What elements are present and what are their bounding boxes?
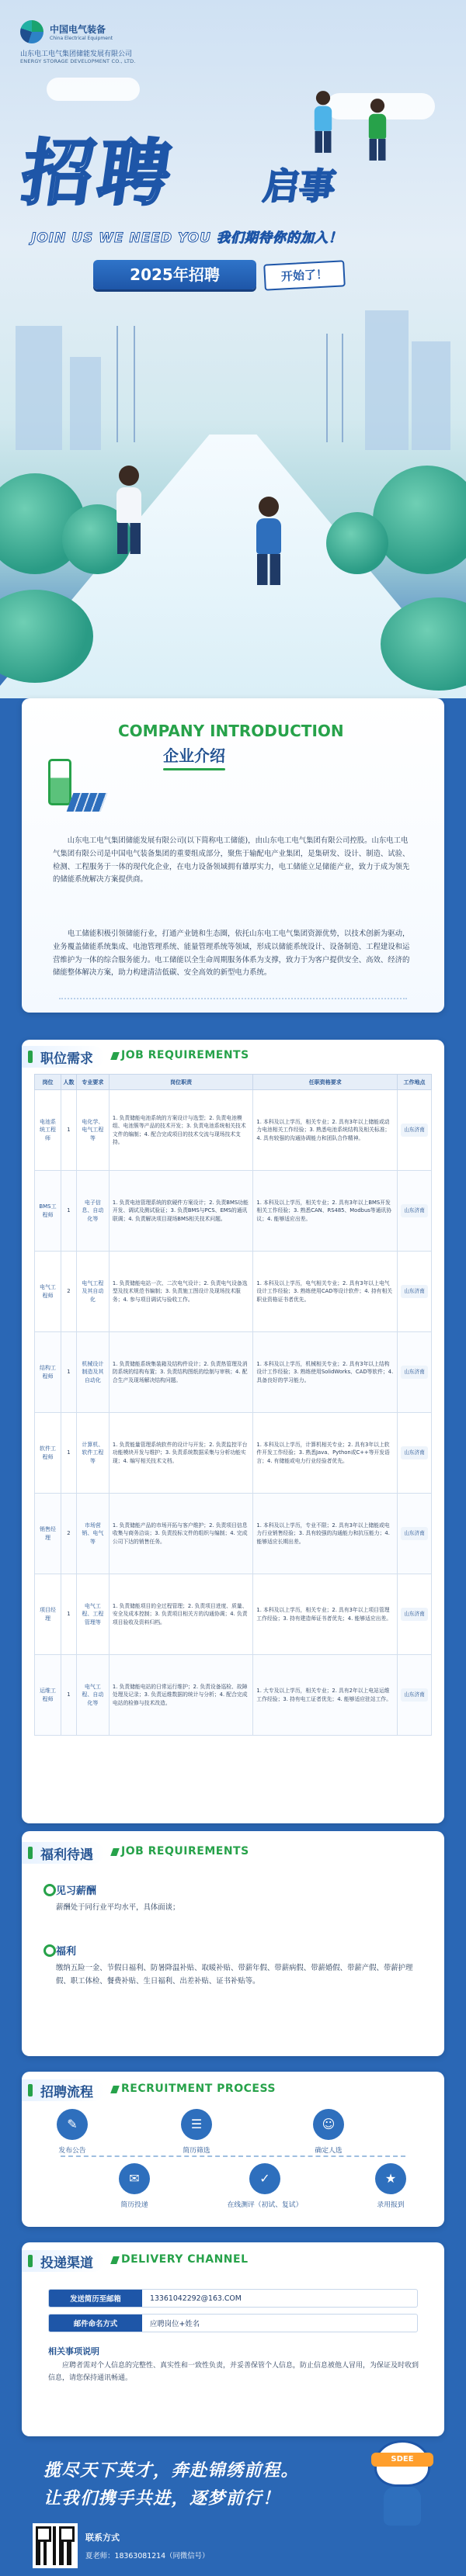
job-duties: 1. 负责能量管理系统软件的设计与开发；2. 负责监控平台功能模块开发与维护；3. 负责系统数据采集与分析功能实现；4. 编写相关技术文档。 — [109, 1413, 253, 1494]
section-title-cn: 福利待遇 — [40, 1847, 93, 1863]
section-heading — [22, 2250, 444, 2275]
job-major: 电气工程及其自动化 — [76, 1252, 109, 1332]
table-header-row — [35, 1075, 432, 1090]
divider — [59, 998, 407, 999]
location-badge: 山东济南 — [401, 1608, 427, 1621]
job-major: 市场营销、电气等 — [76, 1494, 109, 1574]
process-step — [169, 2109, 224, 2155]
step-label: 录用报到 — [377, 2201, 405, 2209]
email-address-link[interactable]: 13361042292@163.COM — [150, 2294, 242, 2303]
section-title-cn: 招聘流程 — [40, 2084, 93, 2100]
job-requirements: 1. 本科及以上学历，专业不限；2. 具有3年以上储能或电力行业销售经验；3. 具有较强的沟通能力和抗压能力；4. 能够适应长期出差。 — [253, 1494, 398, 1574]
job-title: 软件工程师 — [35, 1413, 61, 1494]
job-location — [398, 1252, 432, 1332]
location-badge: 山东济南 — [401, 1366, 427, 1379]
solar-panel-icon — [67, 793, 108, 812]
process-step — [363, 2163, 418, 2209]
contact-title: 联系方式 — [85, 2533, 120, 2543]
logo-cn: 中国电气装备 — [50, 24, 106, 35]
location-badge: 山东济南 — [401, 1527, 427, 1540]
job-title: 结构工程师 — [35, 1332, 61, 1413]
job-location — [398, 1171, 432, 1252]
intro-title-en: COMPANY INTRODUCTION — [118, 722, 344, 740]
resume-icon: ✉ — [119, 2163, 150, 2194]
company-name-cn: 山东电工电气集团储能发展有限公司 — [20, 50, 133, 58]
qr-code[interactable] — [33, 2523, 78, 2568]
announcement-icon: ✎ — [57, 2109, 88, 2140]
job-duties: 1. 负责储能电站的日常运行维护；2. 负责设备巡检、故障处理及记录；3. 负责运维数据的统计与分析；4. 配合完成电站的检修与技术改造。 — [109, 1655, 253, 1736]
col-header: 岗位职责 — [109, 1075, 253, 1090]
company-logo — [20, 20, 113, 43]
intro-paragraph: 山东电工电气集团储能发展有限公司(以下简称电工储能)，由山东电工电气集团有限公司控股。山东电工电气集团有限公司是中国电气装备集团的重要组成部分，聚焦于输配电产业集团，是集研发、设计、制造、试验、检测、工程服务于一体的现代化企业，在电力设备领域拥有雄厚实力，电工储能立足储能产业，致力于成为领先的储能系统解决方案提供商。 — [53, 836, 410, 885]
job-location — [398, 1655, 432, 1736]
job-major: 电化学、电气工程等 — [76, 1090, 109, 1171]
subject-format: 应聘岗位+姓名 — [150, 2320, 200, 2328]
job-count: 1 — [61, 1090, 76, 1171]
welfare-title: 福利 — [56, 1943, 76, 1958]
job-table-body — [35, 1090, 432, 1736]
job-requirements: 1. 本科及以上学历，相关专业；2. 具有3年以上项目管理工作经验；3. 持有建造师证书者优先；4. 能够适应出差。 — [253, 1574, 398, 1655]
job-table — [34, 1074, 432, 1736]
job-count: 1 — [61, 1413, 76, 1494]
flow-connector — [61, 2155, 405, 2157]
job-requirements: 1. 本科及以上学历，计算机相关专业；2. 具有3年以上软件开发工作经验；3. 熟悉Java、Python或C++等开发语言；4. 有储能或电力行业经验者优先。 — [253, 1413, 398, 1494]
table-row — [35, 1171, 432, 1252]
section-title-cn: 职位需求 — [40, 1051, 93, 1067]
job-duties: 1. 负责储能项目的全过程管理；2. 负责项目进度、质量、安全及成本控制；3. 负责项目相关方的沟通协调；4. 负责项目验收及资料归档。 — [109, 1574, 253, 1655]
job-title: 项目经理 — [35, 1574, 61, 1655]
job-count: 2 — [61, 1494, 76, 1574]
table-row — [35, 1090, 432, 1171]
building-decoration — [412, 341, 450, 450]
delivery-channel-card — [22, 2242, 444, 2436]
notice-text: 应聘者需对个人信息的完整性、真实性和一致性负责，并妥善保管个人信息，防止信息被他人冒用，为保证及时收到信息，请您保持通讯畅通。 — [48, 2362, 419, 2382]
notice-title: 相关事项说明 — [48, 2346, 99, 2356]
building-decoration — [70, 357, 101, 450]
section-title-en: JOB REQUIREMENTS — [121, 1049, 249, 1061]
location-badge: 山东济南 — [401, 1285, 427, 1298]
step-label: 在线测评（初试、复试） — [227, 2201, 303, 2209]
salary-text: 薪酬处于同行业平均水平，具体面谈； — [56, 1903, 180, 1912]
mascot-illustration — [363, 2432, 441, 2533]
process-step — [107, 2163, 162, 2209]
subject-label: 邮件命名方式 — [49, 2315, 142, 2332]
handshake-icon: ★ — [375, 2163, 406, 2194]
process-step — [45, 2109, 99, 2155]
location-badge: 山东济南 — [401, 1688, 427, 1702]
filter-icon: ☰ — [181, 2109, 212, 2140]
job-title: 电气工程师 — [35, 1252, 61, 1332]
process-step — [222, 2163, 308, 2209]
location-badge: 山东济南 — [401, 1204, 427, 1217]
company-name-en: ENERGY STORAGE DEVELOPMENT CO., LTD. — [20, 58, 136, 64]
step-label: 发布公告 — [58, 2147, 86, 2155]
welfare-text: 缴纳五险一金、节假日福利、防暑降温补贴、取暖补贴、带薪年假、带薪病假、带薪婚假、带薪产假、带薪护理假、职工体检、餐费补贴、生日福利、出差补贴、证书补贴等。 — [56, 1964, 413, 1986]
section-title-en: RECRUITMENT PROCESS — [121, 2083, 276, 2095]
job-count: 1 — [61, 1332, 76, 1413]
step-label: 确定人选 — [315, 2147, 343, 2155]
job-requirements: 1. 本科及以上学历，相关专业；2. 具有3年以上BMS开发相关工作经验；3. 熟悉CAN、RS485、Modbus等通讯协议；4. 能够适应出差。 — [253, 1171, 398, 1252]
footer-slogan — [43, 2457, 299, 2513]
job-location — [398, 1090, 432, 1171]
job-title: 销售经理 — [35, 1494, 61, 1574]
job-title: BMS工程师 — [35, 1171, 61, 1252]
table-row — [35, 1494, 432, 1574]
job-requirements: 1. 本科及以上学历，电气相关专业；2. 具有3年以上电气设计工作经验；3. 熟练使用CAD等设计软件；4. 持有相关职业资格证书者优先。 — [253, 1252, 398, 1332]
job-major: 机械设计制造及其自动化 — [76, 1332, 109, 1413]
company-intro-card — [22, 698, 444, 1013]
location-badge: 山东济南 — [401, 1446, 427, 1459]
tree-decoration — [326, 512, 388, 574]
col-header: 工作地点 — [398, 1075, 432, 1090]
contact-phone[interactable]: 夏老师：18363081214（同微信号） — [85, 2552, 210, 2560]
job-major: 计算机、软件工程等 — [76, 1413, 109, 1494]
job-requirements: 1. 本科及以上学历，机械相关专业；2. 具有3年以上结构设计工作经验；3. 熟练使用SolidWorks、CAD等软件；4. 具备良好的学习能力。 — [253, 1332, 398, 1413]
job-location — [398, 1332, 432, 1413]
section-heading — [22, 1842, 444, 1867]
job-major: 电气工程、工程管理等 — [76, 1574, 109, 1655]
salary-title: 见习薪酬 — [56, 1882, 96, 1897]
col-header: 岗位 — [35, 1075, 61, 1090]
job-duties: 1. 负责储能电站一次、二次电气设计；2. 负责电气设备选型及技术规范书编制；3. 负责施工图设计及现场技术服务；4. 参与项目调试与验收工作。 — [109, 1252, 253, 1332]
tree-decoration — [373, 466, 466, 574]
runner-illustration — [315, 91, 332, 153]
building-decoration — [16, 326, 62, 450]
email-row — [48, 2289, 418, 2308]
job-location — [398, 1494, 432, 1574]
section-title-en: JOB REQUIREMENTS — [121, 1845, 249, 1858]
intro-title-cn: 企业介绍 — [163, 743, 225, 766]
col-header: 专业要求 — [76, 1075, 109, 1090]
step-label: 简历投递 — [120, 2201, 148, 2209]
job-major: 电子信息、自动化等 — [76, 1171, 109, 1252]
col-header: 人数 — [61, 1075, 76, 1090]
job-duties: 1. 负责储能产品的市场开拓与客户维护；2. 负责项目信息收集与商务洽谈；3. 负责投标文件的组织与编制；4. 完成公司下达的销售任务。 — [109, 1494, 253, 1574]
subject-row — [48, 2314, 418, 2332]
recruitment-process-card — [22, 2072, 444, 2227]
table-row — [35, 1332, 432, 1413]
slogan-line: 让我们携手共进，逐梦前行！ — [43, 2489, 281, 2508]
person-icon: ☺ — [313, 2109, 344, 2140]
recruitment-subtitle: 启事 — [260, 165, 339, 207]
battery-icon — [48, 759, 71, 805]
job-count: 2 — [61, 1252, 76, 1332]
job-duties: 1. 负责电池管理系统的软硬件方案设计；2. 负责BMS功能开发、调试及测试验证；3. 负责BMS与PCS、EMS的通讯联调；4. 负责解决项目现场BMS相关技术问题。 — [109, 1171, 253, 1252]
table-row — [35, 1574, 432, 1655]
table-row — [35, 1252, 432, 1332]
job-requirements: 1. 本科及以上学历，相关专业；2. 具有3年以上储能或动力电池相关工作经验；3. 熟悉电池系统结构及相关标准；4. 具有较强的沟通协调能力和团队合作精神。 — [253, 1090, 398, 1171]
col-header: 任职资格要求 — [253, 1075, 398, 1090]
runner-illustration — [369, 99, 386, 161]
job-count: 1 — [61, 1171, 76, 1252]
step-label: 简历筛选 — [183, 2147, 210, 2155]
hero-slogan: JOIN US WE NEED YOU 我们期待你的加入！ — [31, 230, 343, 246]
mascot-label: SDEE — [371, 2453, 433, 2467]
runner-illustration — [116, 466, 141, 554]
section-title-cn: 投递渠道 — [40, 2255, 93, 2271]
start-tag: 开始了！ — [263, 260, 346, 290]
table-row — [35, 1655, 432, 1736]
job-count: 1 — [61, 1574, 76, 1655]
cloud-decoration — [47, 78, 140, 101]
job-requirements-card — [22, 1040, 444, 1823]
job-duties: 1. 负责储能电池系统的方案设计与选型；2. 负责电池模组、电池簇等产品的技术开发；3. 负责电池系统相关技术文件的编制；4. 配合完成项目的技术交流与现场技术支持。 — [109, 1090, 253, 1171]
job-count: 1 — [61, 1655, 76, 1736]
section-heading — [22, 1046, 444, 1071]
hero-banner — [0, 0, 466, 698]
logo-icon — [20, 20, 43, 43]
runner-illustration — [256, 497, 281, 585]
logo-en: China Electrical Equipment — [50, 36, 113, 41]
section-heading — [22, 2079, 444, 2104]
section-title-en: DELIVERY CHANNEL — [121, 2253, 249, 2266]
test-icon: ✓ — [249, 2163, 280, 2194]
recruitment-title: 招聘 — [16, 132, 181, 215]
power-tower-icon — [326, 334, 343, 442]
table-row — [35, 1413, 432, 1494]
job-title: 电池系统工程师 — [35, 1090, 61, 1171]
job-location — [398, 1574, 432, 1655]
slogan-line: 揽尽天下英才，奔赴锦绣前程。 — [43, 2461, 300, 2481]
job-major: 电气工程、自动化等 — [76, 1655, 109, 1736]
process-flow — [45, 2109, 421, 2218]
benefits-card — [22, 1831, 444, 2056]
power-tower-icon — [116, 326, 135, 442]
year-badge: 2025年招聘 — [93, 260, 256, 289]
job-duties: 1. 负责储能系统集装箱及结构件设计；2. 负责热管理及消防系统的结构布置；3. 负责结构图纸的绘制与审核；4. 配合生产及现场解决结构问题。 — [109, 1332, 253, 1413]
job-location — [398, 1413, 432, 1494]
energy-storage-illustration — [42, 753, 104, 822]
intro-paragraph: 电工储能积极引领储能行业，打通产业链和生态圈，依托山东电工电气集团资源优势，以技术创新为驱动，业务覆盖储能系统集成、电池管理系统、能量管理系统等领域，形成以储能系统设计、设备制造、工程建设和运营维护为一体的综合服务能力。电工储能以全生命周期服务体系为支撑，致力于为客户提供安全、高效、经济的储能整体解决方案，助力构建清洁低碳、安全高效的新型电力系统。 — [53, 930, 410, 978]
job-title: 运维工程师 — [35, 1655, 61, 1736]
location-badge: 山东济南 — [401, 1124, 427, 1137]
job-requirements: 1. 大专及以上学历，相关专业；2. 具有2年以上电站运维工作经验；3. 持有电工证者优先；4. 能够适应驻站工作。 — [253, 1655, 398, 1736]
email-label: 发送简历至邮箱 — [49, 2290, 142, 2307]
building-decoration — [365, 310, 409, 450]
process-step — [301, 2109, 356, 2155]
